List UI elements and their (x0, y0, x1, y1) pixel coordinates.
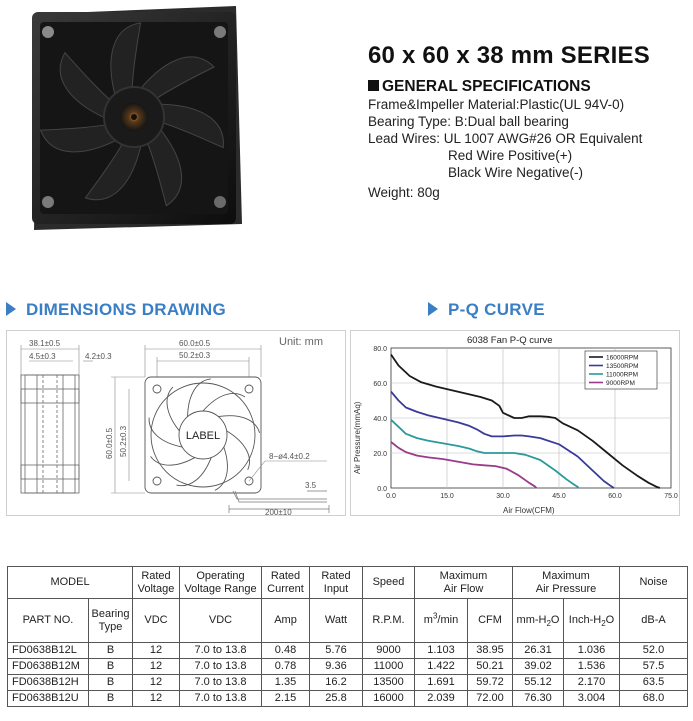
header-row-1 (8, 567, 688, 599)
cell-current: 1.35 (262, 675, 310, 691)
series-title: 60 x 60 x 38 mm SERIES (368, 42, 650, 69)
cell-mmh2o: 26.31 (513, 643, 564, 659)
label-text: LABEL (185, 430, 221, 442)
hdr-cfm: CFM (468, 599, 513, 643)
spec-lead-wires: Lead Wires: UL 1007 AWG#26 OR Equivalent (368, 131, 643, 146)
triangle-arrow-icon (6, 302, 16, 316)
hdr-bearing-type: Bearing Type (89, 599, 133, 643)
legend-label: 16000RPM (606, 354, 639, 362)
hdr-rpm: R.P.M. (363, 599, 415, 643)
cell-bearing: B (89, 643, 133, 659)
cell-part: FD0638B12H (8, 675, 89, 691)
table-row (8, 675, 688, 691)
cell-m3min: 1.422 (415, 659, 468, 675)
cell-current: 2.15 (262, 691, 310, 707)
cell-range: 7.0 to 13.8 (180, 659, 262, 675)
dim-front-hole-spacing: 50.2±0.3 (179, 351, 211, 360)
cell-cfm: 72.00 (468, 691, 513, 707)
cell-inchh2o: 3.004 (564, 691, 620, 707)
y-tick-label: 80.0 (373, 346, 387, 353)
y-tick-label: 40.0 (373, 416, 387, 423)
fan-photo (28, 2, 246, 232)
cell-input: 9.36 (310, 659, 363, 675)
cell-noise: 68.0 (620, 691, 688, 707)
cell-mmh2o: 55.12 (513, 675, 564, 691)
triangle-arrow-icon (428, 302, 438, 316)
hdr-vdc-range: VDC (180, 599, 262, 643)
cell-cfm: 59.72 (468, 675, 513, 691)
hdr-inchh2o: Inch-$H_2O$ (564, 599, 620, 643)
cell-range: 7.0 to 13.8 (180, 643, 262, 659)
cell-voltage: 12 (133, 643, 180, 659)
hdr-dba: dB-A (620, 599, 688, 643)
x-tick-label: 15.0 (440, 493, 454, 500)
dim-lead-length: 200±10 (265, 508, 292, 515)
pq-chart (351, 331, 679, 515)
spec-bearing: Bearing Type: B:Dual ball bearing (368, 114, 569, 129)
y-axis-label: Air Pressure(mmAq) (353, 401, 362, 474)
x-axis-label: Air Flow(CFM) (503, 506, 555, 515)
cell-m3min: 2.039 (415, 691, 468, 707)
dim-front-width: 60.0±0.5 (179, 339, 211, 348)
spec-material: Frame&Impeller Material:Plastic(UL 94V-0) (368, 97, 625, 112)
cell-voltage: 12 (133, 659, 180, 675)
hdr-max-air-flow: Maximum Air Flow (415, 567, 513, 599)
pq-panel (350, 330, 680, 516)
legend-label: 13500RPM (606, 363, 639, 370)
pq-heading: P-Q CURVE (428, 300, 545, 320)
legend-label: 11000RPM (606, 371, 639, 379)
hdr-watt: Watt (310, 599, 363, 643)
cell-part: FD0638B12M (8, 659, 89, 675)
cell-inchh2o: 1.036 (564, 643, 620, 659)
cell-part: FD0638B12L (8, 643, 89, 659)
dim-hole-callout: 8−ø4.4±0.2 (269, 452, 310, 461)
dim-side-flange: 4.2±0.3 (85, 352, 112, 361)
cell-inchh2o: 2.170 (564, 675, 620, 691)
cell-current: 0.48 (262, 643, 310, 659)
cell-part: FD0638B12U (8, 691, 89, 707)
y-tick-label: 60.0 (373, 381, 387, 388)
hdr-rated-input: Rated Input (310, 567, 363, 599)
cell-cfm: 50.21 (468, 659, 513, 675)
cell-mmh2o: 39.02 (513, 659, 564, 675)
cell-noise: 57.5 (620, 659, 688, 675)
x-tick-label: 30.0 (496, 493, 510, 500)
table-row (8, 643, 688, 659)
cell-speed: 9000 (363, 643, 415, 659)
cell-voltage: 12 (133, 691, 180, 707)
unit-label: Unit: mm (279, 336, 323, 348)
hdr-part-no: PART NO. (8, 599, 89, 643)
table-row (8, 691, 688, 707)
x-tick-label: 45.0 (552, 493, 566, 500)
cell-input: 16.2 (310, 675, 363, 691)
cell-range: 7.0 to 13.8 (180, 675, 262, 691)
spec-weight: Weight: 80g (368, 185, 440, 200)
spec-table (7, 566, 688, 707)
spec-rows (8, 643, 688, 707)
cell-current: 0.78 (262, 659, 310, 675)
cell-input: 5.76 (310, 643, 363, 659)
side-view (21, 375, 79, 493)
cell-inchh2o: 1.536 (564, 659, 620, 675)
square-bullet-icon (368, 80, 379, 91)
hdr-max-air-pressure: Maximum Air Pressure (513, 567, 620, 599)
dim-wire-strip: 3.5 (305, 481, 317, 490)
dimensions-heading: DIMENSIONS DRAWING (6, 300, 226, 320)
cell-speed: 13500 (363, 675, 415, 691)
table-row (8, 659, 688, 675)
cell-bearing: B (89, 691, 133, 707)
hdr-amp: Amp (262, 599, 310, 643)
y-tick-labels (373, 346, 387, 493)
dimensions-panel (6, 330, 346, 516)
legend (585, 351, 657, 389)
x-tick-label: 75.0 (664, 493, 678, 500)
dim-side-depth: 38.1±0.5 (29, 339, 61, 348)
hdr-model: MODEL (8, 567, 133, 599)
cell-speed: 16000 (363, 691, 415, 707)
cell-cfm: 38.95 (468, 643, 513, 659)
cell-m3min: 1.103 (415, 643, 468, 659)
hdr-rated-voltage: Rated Voltage (133, 567, 180, 599)
dimensions-drawing (7, 331, 345, 515)
y-tick-label: 0.0 (377, 486, 387, 493)
cell-input: 25.8 (310, 691, 363, 707)
spec-black-wire: Black Wire Negative(-) (448, 165, 584, 180)
dim-front-height: 60.0±0.5 (105, 427, 114, 459)
hdr-speed: Speed (363, 567, 415, 599)
legend-label: 9000RPM (606, 380, 635, 387)
cell-m3min: 1.691 (415, 675, 468, 691)
y-tick-label: 20.0 (373, 451, 387, 458)
chart-title: 6038 Fan P-Q curve (467, 335, 553, 346)
spec-red-wire: Red Wire Positive(+) (448, 148, 573, 163)
cell-voltage: 12 (133, 675, 180, 691)
cell-mmh2o: 76.30 (513, 691, 564, 707)
cell-range: 7.0 to 13.8 (180, 691, 262, 707)
cell-speed: 11000 (363, 659, 415, 675)
header-row-2 (8, 599, 688, 643)
cell-bearing: B (89, 659, 133, 675)
general-spec-heading: GENERAL SPECIFICATIONS (368, 78, 591, 96)
hdr-m3min: $m^3/\min$ (415, 599, 468, 643)
hdr-mmh2o: $mm-H_2O$ (513, 599, 564, 643)
hdr-noise: Noise (620, 567, 688, 599)
cell-noise: 63.5 (620, 675, 688, 691)
cell-bearing: B (89, 675, 133, 691)
hdr-operating-voltage: Operating Voltage Range (180, 567, 262, 599)
x-tick-label: 60.0 (608, 493, 622, 500)
hdr-rated-current: Rated Current (262, 567, 310, 599)
hdr-vdc-rated: VDC (133, 599, 180, 643)
dim-side-inner: 4.5±0.3 (29, 352, 56, 361)
dim-front-hole-spacing-v: 50.2±0.3 (119, 425, 128, 457)
cell-noise: 52.0 (620, 643, 688, 659)
x-tick-label: 0.0 (386, 493, 396, 500)
x-tick-labels (386, 493, 678, 500)
